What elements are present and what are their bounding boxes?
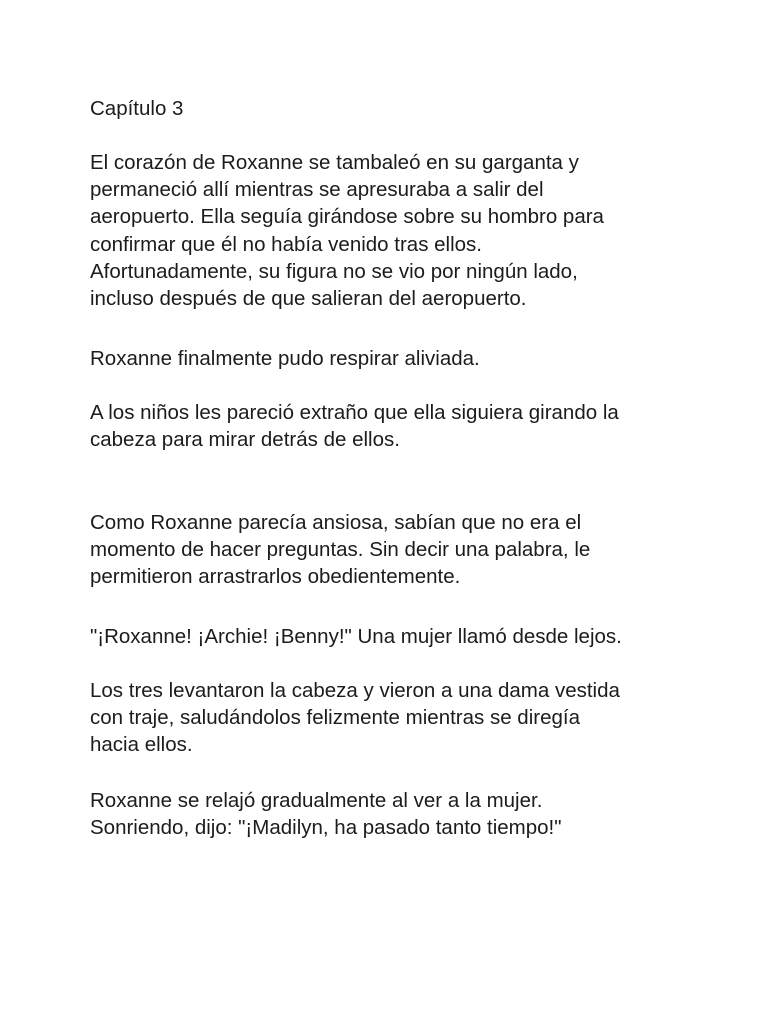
text-line: El corazón de Roxanne se tambaleó en su garganta y [90,151,579,174]
text-line: "¡Roxanne! ¡Archie! ¡Benny!" Una mujer llamó desde lejos. [90,625,622,648]
text-line: con traje, saludándolos felizmente mientras se diregía [90,706,580,730]
paragraph-5 [90,623,710,650]
text-line: Capítulo 3 [90,97,184,120]
text-line: permaneció allí mientras se apresuraba a salir del [90,178,544,202]
text-line: incluso después de que salieran del aeropuerto. [90,287,527,311]
paragraph-4 [90,509,710,591]
text-line: aeropuerto. Ella seguía girándose sobre su hombro para [90,205,604,229]
paragraph-6 [90,677,710,759]
text-line: Sonriendo, dijo: "¡Madilyn, ha pasado tanto tiempo!" [90,816,562,840]
paragraph-1 [90,149,710,312]
text-line: Afortunadamente, su figura no se vio por ningún lado, [90,259,578,283]
paragraph-2 [90,345,710,372]
paragraph-3 [90,399,710,453]
text-line: momento de hacer preguntas. Sin decir una palabra, le [90,538,591,562]
text-line: Roxanne finalmente pudo respirar aliviada. [90,347,480,370]
text-line: Los tres levantaron la cabeza y vieron a una dama vestida [90,679,620,702]
text-line: Roxanne se relajó gradualmente al ver a la mujer. [90,789,543,812]
text-line: cabeza para mirar detrás de ellos. [90,428,400,452]
text-line: permitieron arrastrarlos obedientemente. [90,565,461,589]
text-line: A los niños les pareció extraño que ella siguiera girando la [90,401,619,424]
paragraph-7 [90,787,710,841]
text-line: hacia ellos. [90,733,193,757]
chapter-title [90,95,710,122]
text-line: Como Roxanne parecía ansiosa, sabían que no era el [90,511,582,534]
text-line: confirmar que él no había venido tras ellos. [90,232,483,256]
